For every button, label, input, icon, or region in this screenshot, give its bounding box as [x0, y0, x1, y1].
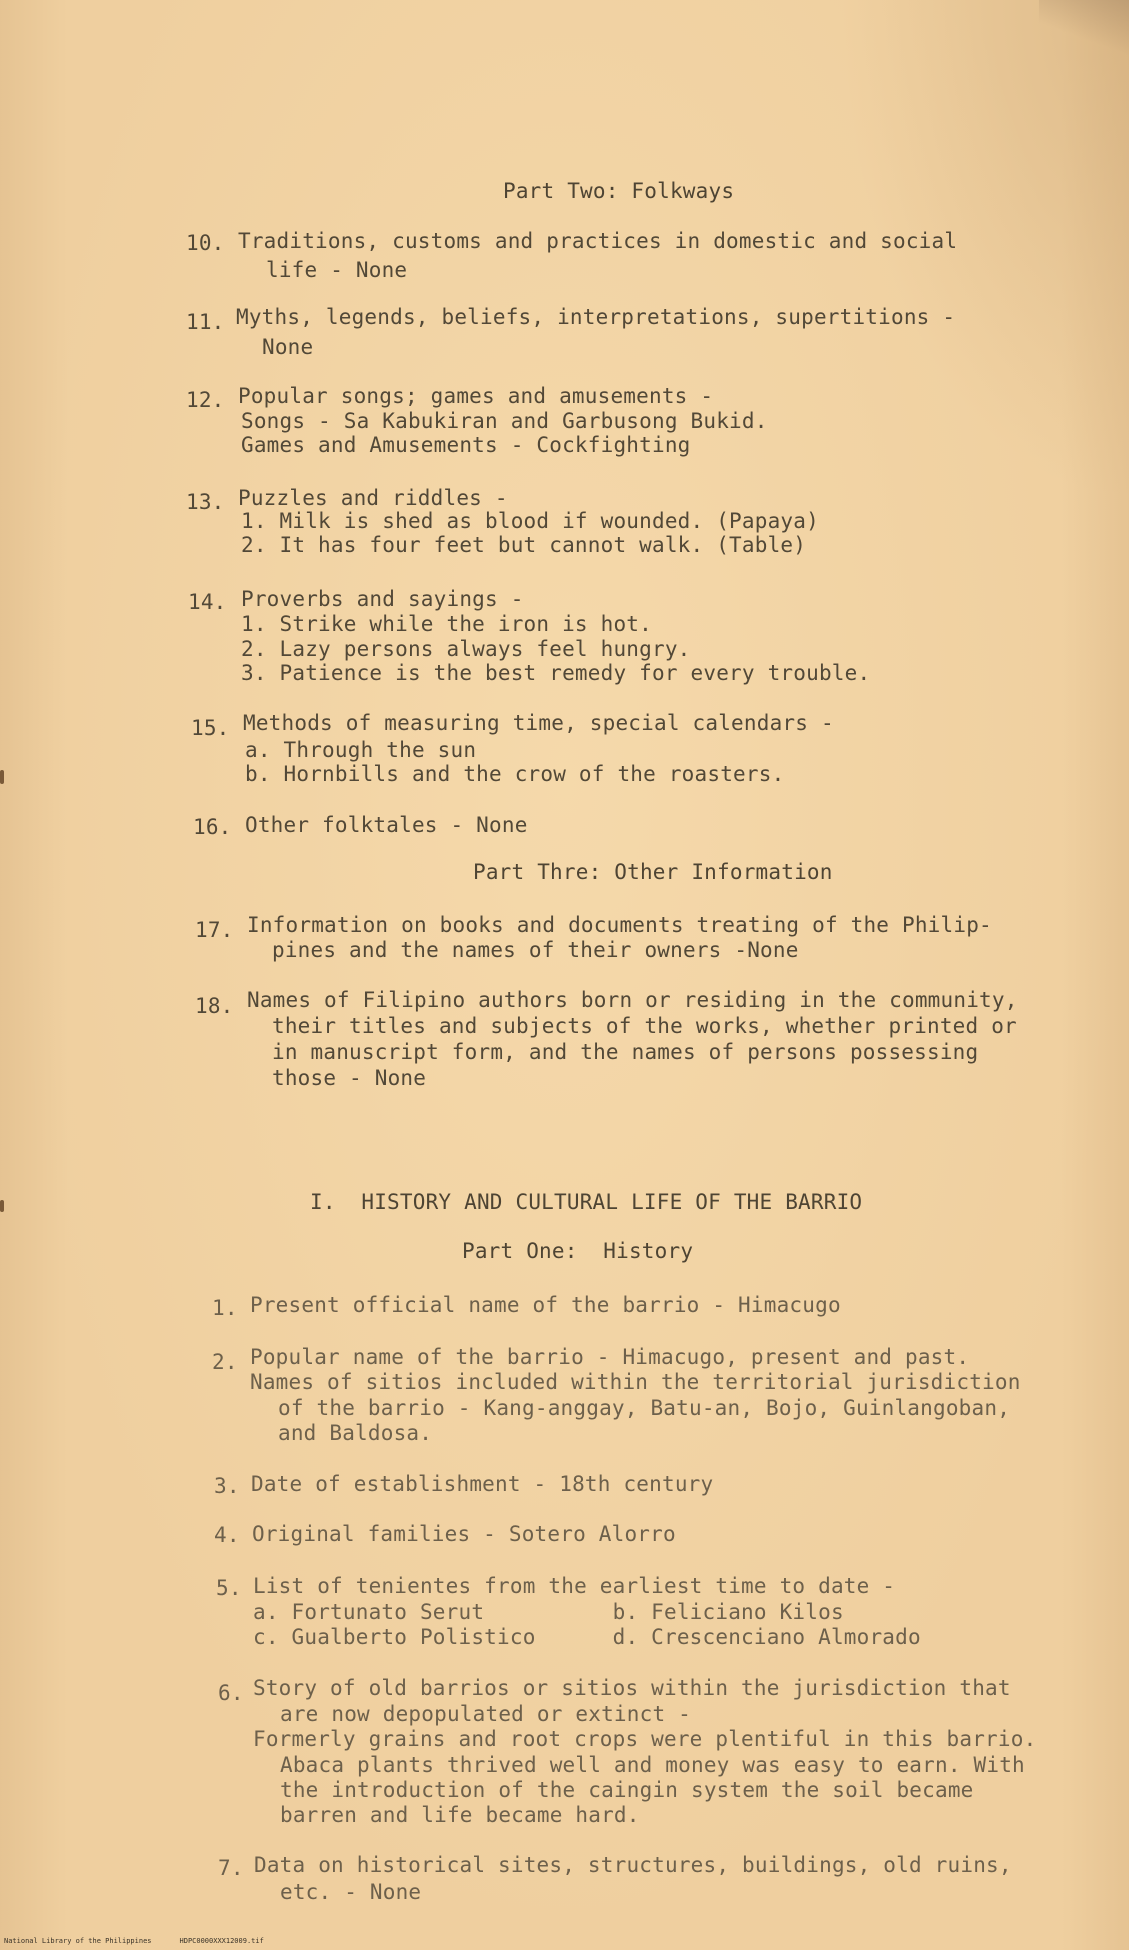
item-number: 17. — [195, 918, 234, 942]
item-text: Methods of measuring time, special calendars - — [243, 711, 834, 735]
item-number: 3. — [214, 1474, 240, 1498]
item-number: 18. — [195, 994, 234, 1018]
item-number: 16. — [193, 815, 232, 839]
item-number: 10. — [186, 231, 225, 255]
item-text: 1. Milk is shed as blood if wounded. (Papaya) — [241, 509, 819, 533]
section-heading: I. HISTORY AND CULTURAL LIFE OF THE BARRIO — [310, 1190, 863, 1214]
item-text: 2. Lazy persons always feel hungry. — [241, 637, 691, 661]
item-text: Proverbs and sayings - — [241, 587, 524, 611]
item-text: Names of sitios included within the territorial jurisdiction — [250, 1370, 1021, 1394]
item-text: of the barrio - Kang-anggay, Batu-an, Bojo, Guinlangoban, — [278, 1396, 1011, 1420]
item-text: b. Hornbills and the crow of the roasters. — [245, 762, 785, 786]
item-text: life - None — [266, 258, 408, 282]
item-text: c. Gualberto Polistico d. Crescenciano Almorado — [253, 1625, 921, 1649]
item-text: Myths, legends, beliefs, interpretations, supertitions - — [236, 305, 956, 329]
item-text: in manuscript form, and the names of persons possessing — [272, 1040, 979, 1064]
folded-corner — [1039, 0, 1129, 60]
scan-footer — [4, 1937, 292, 1946]
item-text: pines and the names of their owners -None — [272, 938, 799, 962]
item-text: Names of Filipino authors born or residing in the community, — [247, 988, 1018, 1012]
part-two-heading: Part Two: Folkways — [503, 179, 735, 203]
item-text: Present official name of the barrio - Himacugo — [250, 1293, 841, 1317]
item-number: 6. — [218, 1681, 244, 1705]
edge-mark — [0, 770, 4, 784]
item-text: the introduction of the caingin system the soil became — [280, 1778, 974, 1802]
item-text: a. Fortunato Serut b. Feliciano Kilos — [253, 1600, 844, 1624]
item-text: Games and Amusements - Cockfighting — [241, 433, 691, 457]
item-text: Information on books and documents treating of the Philip- — [247, 913, 992, 937]
edge-mark — [0, 1200, 4, 1212]
item-number: 12. — [186, 388, 225, 412]
part-three-heading: Part Thre: Other Information — [473, 860, 833, 884]
item-text: Date of establishment - 18th century — [251, 1472, 714, 1496]
item-text: Original families - Sotero Alorro — [252, 1522, 676, 1546]
item-text: Traditions, customs and practices in domestic and social — [238, 229, 958, 253]
item-text: a. Through the sun — [245, 738, 477, 762]
item-text: are now depopulated or extinct - — [280, 1702, 691, 1726]
item-text: 2. It has four feet but cannot walk. (Table) — [241, 533, 807, 557]
item-text: 1. Strike while the iron is hot. — [241, 612, 652, 636]
item-text: None — [262, 335, 314, 359]
item-text: Songs - Sa Kabukiran and Garbusong Bukid. — [241, 409, 768, 433]
item-text: barren and life became hard. — [280, 1803, 640, 1827]
item-number: 14. — [188, 590, 227, 614]
item-text: List of tenientes from the earliest time to date - — [253, 1574, 896, 1598]
item-number: 15. — [191, 716, 230, 740]
section-subheading: Part One: History — [462, 1239, 694, 1263]
item-number: 13. — [186, 490, 225, 514]
item-number: 2. — [212, 1350, 238, 1374]
footer-library: National Library of the Philippines — [4, 1937, 152, 1945]
item-text: 3. Patience is the best remedy for every trouble. — [241, 661, 871, 685]
item-number: 7. — [218, 1856, 244, 1880]
item-text: and Baldosa. — [278, 1421, 433, 1445]
item-text: etc. - None — [280, 1880, 422, 1904]
item-text: Popular name of the barrio - Himacugo, present and past. — [250, 1345, 970, 1369]
footer-file-id: HDPC0000XXX12009.tif — [179, 1937, 264, 1945]
item-number: 4. — [214, 1523, 240, 1547]
item-number: 1. — [212, 1296, 238, 1320]
item-text: Data on historical sites, structures, buildings, old ruins, — [254, 1853, 1012, 1877]
item-text: Abaca plants thrived well and money was easy to earn. With — [280, 1753, 1025, 1777]
item-text: Story of old barrios or sitios within the jurisdiction that — [253, 1676, 1011, 1700]
item-text: Puzzles and riddles - — [238, 486, 508, 510]
item-number: 11. — [186, 310, 225, 334]
item-text: Formerly grains and root crops were plentiful in this barrio. — [253, 1727, 1037, 1751]
item-text: Other folktales - None — [245, 813, 528, 837]
item-text: those - None — [272, 1066, 427, 1090]
item-text: Popular songs; games and amusements - — [238, 384, 714, 408]
item-number: 5. — [216, 1576, 242, 1600]
item-text: their titles and subjects of the works, whether printed or — [272, 1014, 1017, 1038]
